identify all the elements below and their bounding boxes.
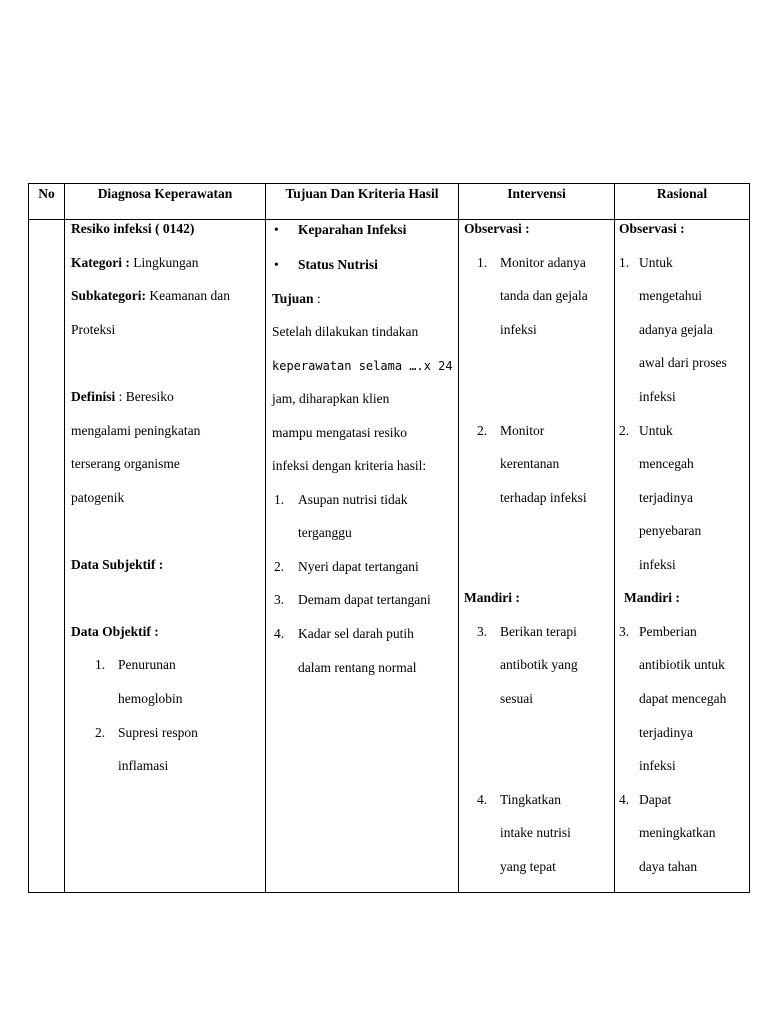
diagnosa-cell xyxy=(65,220,266,893)
rasional-text: antibiotik untuk xyxy=(639,657,725,672)
rasional-text: terjadinya xyxy=(639,725,693,740)
rasional-text: adanya gejala xyxy=(639,322,713,337)
table-row xyxy=(29,220,750,893)
intervensi-num: 1. xyxy=(477,255,488,270)
tujuan-intro: mampu mengatasi resiko xyxy=(272,425,407,440)
criteria-num: 3. xyxy=(274,592,285,607)
rasional-text: Dapat xyxy=(639,792,672,807)
rasional-text: mencegah xyxy=(639,456,694,471)
criteria-num: 1. xyxy=(274,492,285,507)
criteria-text: terganggu xyxy=(298,525,352,540)
intervensi-text: terhadap infeksi xyxy=(500,490,587,505)
tujuan-colon: : xyxy=(313,291,321,306)
rasional-text: infeksi xyxy=(639,557,676,572)
kategori-value: Lingkungan xyxy=(129,255,199,270)
subkategori-value2: Proteksi xyxy=(71,322,116,337)
rasional-text: dapat mencegah xyxy=(639,691,727,706)
intervensi-num: 2. xyxy=(477,423,488,438)
tujuan-heading xyxy=(272,291,321,307)
intervensi-text: Berikan terapi xyxy=(500,624,577,639)
rasional-text: penyebaran xyxy=(639,523,702,538)
tujuan-intro: jam, diharapkan klien xyxy=(272,391,390,406)
data-objektif-label: Data Objektif : xyxy=(71,624,159,639)
rasional-cell xyxy=(615,220,750,893)
tujuan-intro: infeksi dengan kriteria hasil: xyxy=(272,458,427,473)
tujuan-bullet: Status Nutrisi xyxy=(298,257,378,272)
intervensi-text: infeksi xyxy=(500,322,537,337)
rasional-text: meningkatkan xyxy=(639,825,716,840)
rasional-text: mengetahui xyxy=(639,288,702,303)
header-intervensi: Intervensi xyxy=(459,184,615,220)
header-rasional: Rasional xyxy=(615,184,750,220)
header-no: No xyxy=(29,184,65,220)
intervensi-text: sesuai xyxy=(500,691,533,706)
kategori-line xyxy=(71,255,198,271)
criteria-text: dalam rentang normal xyxy=(298,660,417,675)
criteria-text: Kadar sel darah putih xyxy=(298,626,414,641)
objektif-text: Penurunan xyxy=(118,657,176,672)
rasional-text: daya tahan xyxy=(639,859,698,874)
rasional-text: Untuk xyxy=(639,423,673,438)
objektif-text: Supresi respon xyxy=(118,725,198,740)
rasional-text: infeksi xyxy=(639,389,676,404)
objektif-num: 2. xyxy=(95,725,106,740)
bullet-glyph: • xyxy=(274,222,279,237)
criteria-text: Nyeri dapat tertangani xyxy=(298,559,419,574)
criteria-num: 2. xyxy=(274,559,285,574)
header-row xyxy=(29,184,750,220)
definisi-label: Definisi xyxy=(71,389,116,404)
intervensi-text: kerentanan xyxy=(500,456,560,471)
intervensi-text: Monitor xyxy=(500,423,545,438)
tujuan-intro: keperawatan selama ….x 24 xyxy=(272,359,453,373)
definisi-text: terserang organisme xyxy=(71,456,180,471)
rasional-mandiri-label: Mandiri : xyxy=(624,590,680,605)
intervensi-mandiri-label: Mandiri : xyxy=(464,590,520,605)
no-cell xyxy=(29,220,65,893)
nursing-care-table xyxy=(28,183,750,893)
rasional-num: 4. xyxy=(619,792,630,807)
data-subjektif-label: Data Subjektif : xyxy=(71,557,164,572)
kategori-label: Kategori : xyxy=(71,255,130,270)
definisi-value: : Beresiko xyxy=(115,389,174,404)
criteria-text: Demam dapat tertangani xyxy=(298,592,431,607)
rasional-text: Pemberian xyxy=(639,624,697,639)
rasional-num: 1. xyxy=(619,255,630,270)
tujuan-bullet: Keparahan Infeksi xyxy=(298,222,407,237)
header-tujuan: Tujuan Dan Kriteria Hasil xyxy=(266,184,459,220)
objektif-num: 1. xyxy=(95,657,106,672)
intervensi-text: intake nutrisi xyxy=(500,825,571,840)
objektif-text: hemoglobin xyxy=(118,691,183,706)
rasional-num: 3. xyxy=(619,624,630,639)
definisi-line xyxy=(71,389,174,405)
subkategori-line xyxy=(71,288,230,304)
tujuan-cell xyxy=(266,220,459,893)
criteria-text: Asupan nutrisi tidak xyxy=(298,492,408,507)
definisi-text: mengalami peningkatan xyxy=(71,423,201,438)
tujuan-label: Tujuan xyxy=(272,291,314,306)
intervensi-text: tanda dan gejala xyxy=(500,288,588,303)
rasional-observasi-label: Observasi : xyxy=(619,221,685,236)
header-diagnosa: Diagnosa Keperawatan xyxy=(65,184,266,220)
subkategori-label: Subkategori: xyxy=(71,288,147,303)
subkategori-value: Keamanan dan xyxy=(146,288,230,303)
intervensi-text: Monitor adanya xyxy=(500,255,586,270)
rasional-text: awal dari proses xyxy=(639,355,727,370)
intervensi-text: antibotik yang xyxy=(500,657,578,672)
intervensi-num: 3. xyxy=(477,624,488,639)
rasional-text: Untuk xyxy=(639,255,673,270)
intervensi-text: yang tepat xyxy=(500,859,556,874)
intervensi-cell xyxy=(459,220,615,893)
bullet-glyph: • xyxy=(274,257,279,272)
intervensi-observasi-label: Observasi : xyxy=(464,221,530,236)
definisi-text: patogenik xyxy=(71,490,125,505)
intervensi-num: 4. xyxy=(477,792,488,807)
criteria-num: 4. xyxy=(274,626,285,641)
diagnosa-title: Resiko infeksi ( 0142) xyxy=(71,221,195,236)
rasional-num: 2. xyxy=(619,423,630,438)
objektif-text: inflamasi xyxy=(118,758,169,773)
tujuan-intro: Setelah dilakukan tindakan xyxy=(272,324,419,339)
rasional-text: infeksi xyxy=(639,758,676,773)
intervensi-text: Tingkatkan xyxy=(500,792,562,807)
rasional-text: terjadinya xyxy=(639,490,693,505)
